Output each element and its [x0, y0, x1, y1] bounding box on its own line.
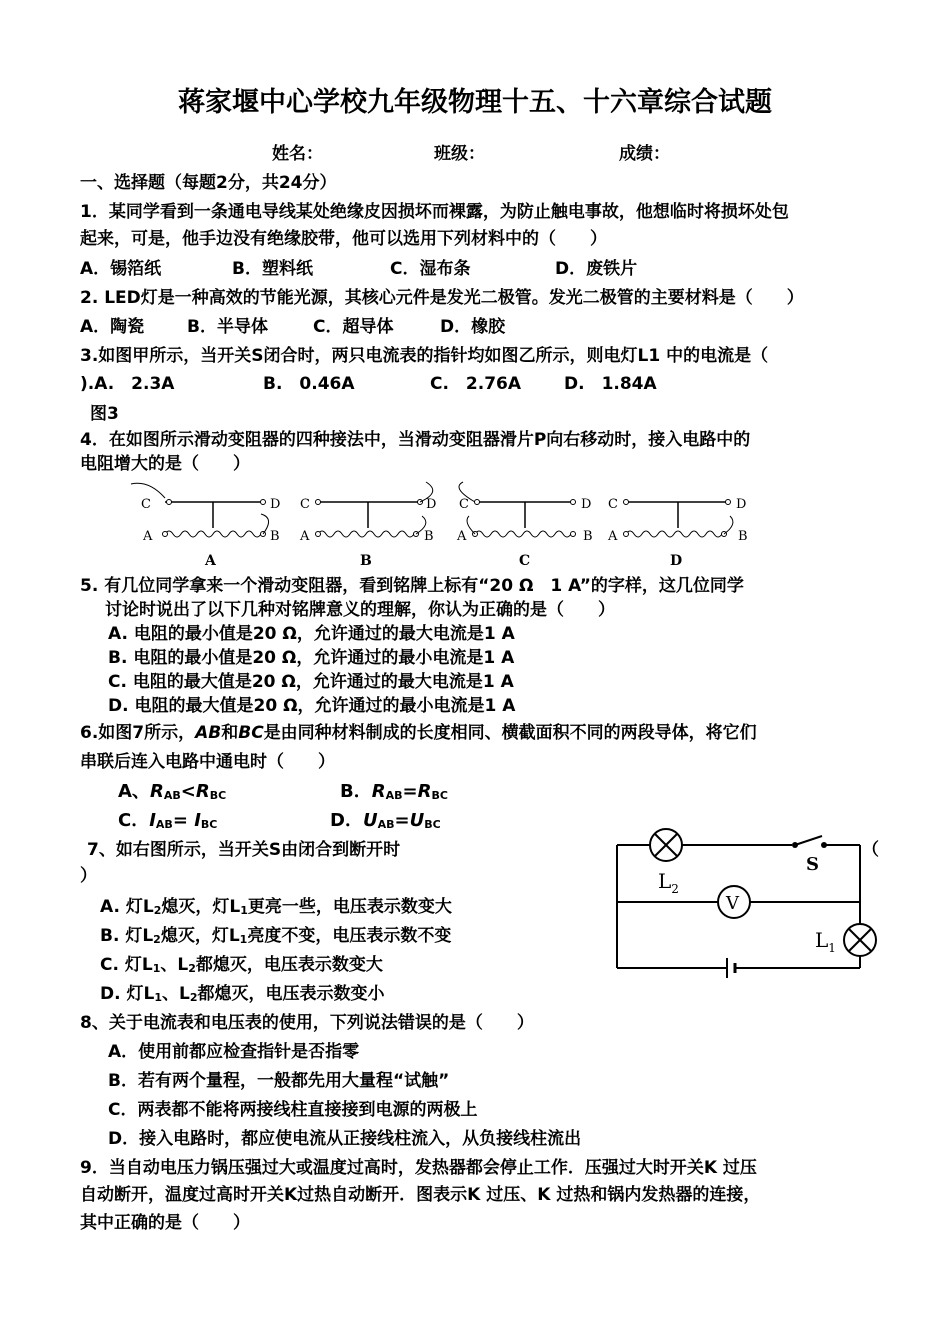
q2-option-a: A．陶瓷	[80, 317, 145, 337]
q3-option-d: D. 1.84A	[564, 374, 657, 394]
rheostat-diagram-c	[456, 482, 593, 569]
q2-stem: 2. LED灯是一种高效的节能光源，其核心元件是发光二极管。发光二极管的主要材料是（ ）	[80, 288, 804, 308]
q2-option-d: D．橡胶	[440, 317, 506, 337]
diagram-caption: B	[360, 553, 372, 569]
switch-label: S	[806, 854, 819, 875]
l1-label: $L_1$	[815, 928, 836, 955]
q6-option-d: D．UAB=UBC	[330, 810, 441, 831]
q5-option-b: B. 电阻的最小值是20 Ω，允许通过的最小电流是1 A	[108, 648, 515, 668]
terminal-label: C	[608, 497, 618, 512]
q7-option-a: A. 灯L2熄灭，灯L1更亮一些，电压表示数变大	[100, 897, 452, 917]
terminal-label: D	[270, 497, 281, 512]
q6-stem-line1: 6.如图7所示，AB和BC是由同种材料制成的长度相同、横截面积不同的两段导体，将它们	[80, 723, 757, 743]
q7-stem-line1: 7、如右图所示，当开关S由闭合到断开时	[87, 840, 401, 860]
q8-stem: 8、关于电流表和电压表的使用，下列说法错误的是（ ）	[80, 1013, 534, 1033]
class-label: 班级：	[434, 144, 485, 164]
terminal-label: B	[270, 529, 280, 544]
q8-option-d: D．接入电路时，都应使电流从正接线柱流入，从负接线柱流出	[108, 1129, 582, 1149]
name-label: 姓名：	[272, 144, 323, 164]
q6-option-c: C．IAB= IBC	[118, 810, 218, 831]
terminal-label: A	[143, 529, 153, 544]
q5-option-d: D. 电阻的最大值是20 Ω，允许通过的最小电流是1 A	[108, 696, 516, 716]
q8-option-b: B．若有两个量程，一般都先用大量程“试触”	[108, 1071, 450, 1091]
terminal-label: D	[736, 497, 747, 512]
q3-option-a: ).A. 2.3A	[80, 374, 175, 394]
terminal-label: C	[300, 497, 310, 512]
terminal-label: A	[457, 529, 467, 544]
page-title: 蒋家堰中心学校九年级物理十五、十六章综合试题	[178, 87, 772, 118]
q1-option-d: D．废铁片	[555, 259, 638, 279]
q5-stem-line2: 讨论时说出了以下几种对铭牌意义的理解，你认为正确的是（ ）	[105, 600, 615, 620]
q8-option-c: C．两表都不能将两接线柱直接接到电源的两极上	[108, 1100, 478, 1120]
rheostat-diagrams	[125, 478, 755, 570]
q5-option-c: C. 电阻的最大值是20 Ω，允许通过的最大电流是1 A	[108, 672, 514, 692]
diagram-caption: C	[519, 553, 531, 569]
q9-stem-line1: 9．当自动电压力锅压强过大或温度过高时，发热器都会停止工作．压强过大时开关K 过压	[80, 1158, 757, 1178]
q3-option-b: B. 0.46A	[263, 374, 355, 394]
q1-option-a: A．锡箔纸	[80, 259, 162, 279]
q1-stem-line1: 1．某同学看到一条通电导线某处绝缘皮因损坏而裸露，为防止触电事故，他想临时将损坏处包	[80, 202, 789, 222]
q7-option-c: C. 灯L1、L2都熄灭，电压表示数变大	[100, 955, 383, 975]
q7-stem-line2: ）	[80, 866, 97, 886]
diagram-caption: A	[205, 553, 216, 569]
switch-icon	[795, 836, 822, 845]
rheostat-diagram-b	[299, 482, 436, 569]
q9-stem-line3: 其中正确的是（ ）	[80, 1213, 250, 1233]
q6-stem-line2: 串联后连入电路中通电时（ ）	[80, 752, 335, 772]
q6-option-a: A、RAB<RBC	[118, 781, 227, 802]
q1-option-c: C．湿布条	[390, 259, 471, 279]
q2-option-b: B．半导体	[187, 317, 268, 337]
q7-option-d: D. 灯L1、L2都熄灭，电压表示数变小	[100, 984, 385, 1004]
q7-option-b: B. 灯L2熄灭，灯L1亮度不变，电压表示数不变	[100, 926, 452, 946]
q6-option-b: B．RAB=RBC	[340, 781, 448, 802]
diagram-caption: D	[670, 553, 683, 569]
q8-option-a: A．使用前都应检查指针是否指零	[108, 1042, 360, 1062]
q3-option-c: C. 2.76A	[430, 374, 522, 394]
q2-option-c: C．超导体	[313, 317, 394, 337]
terminal-label: D	[426, 497, 437, 512]
terminal-label: A	[300, 529, 310, 544]
q3-stem: 3.如图甲所示，当开关S闭合时，两只电流表的指针均如图乙所示，则电灯L1 中的电流是（	[80, 346, 769, 366]
terminal-label: A	[608, 529, 618, 544]
rheostat-diagram-d	[607, 497, 748, 569]
section-heading: 一、选择题（每题2分，共24分）	[80, 173, 337, 193]
terminal-label: B	[424, 529, 434, 544]
terminal-label: C	[141, 497, 151, 512]
q9-stem-line2: 自动断开，温度过高时开关K过热自动断开．图表示K 过压、K 过热和锅内发热器的连接，	[80, 1185, 761, 1205]
score-label: 成绩：	[619, 144, 670, 164]
q1-stem-line2: 起来，可是，他手边没有绝缘胶带，他可以选用下列材料中的（ ）	[80, 229, 607, 249]
terminal-label: B	[738, 529, 748, 544]
q7-paren: （	[862, 840, 879, 860]
q4-stem-line2: 电阻增大的是（ ）	[80, 454, 250, 474]
terminal-label: C	[459, 497, 469, 512]
terminal-label: B	[583, 529, 593, 544]
q5-option-a: A. 电阻的最小值是20 Ω，允许通过的最大电流是1 A	[108, 624, 515, 644]
q4-stem-line1: 4．在如图所示滑动变阻器的四种接法中，当滑动变阻器滑片P向右移动时，接入电路中的	[80, 430, 751, 450]
q7-circuit-diagram	[610, 820, 880, 980]
terminal-label: D	[581, 497, 592, 512]
q3-figure-caption: 图3	[90, 404, 119, 424]
rheostat-diagram-a	[131, 483, 280, 569]
q1-option-b: B．塑料纸	[232, 259, 313, 279]
voltmeter-label: V	[726, 893, 739, 914]
l2-label: $L_2$	[658, 869, 679, 896]
q5-stem-line1: 5. 有几位同学拿来一个滑动变阻器，看到铭牌上标有“20 Ω 1 A”的字样，这几位同学	[80, 576, 744, 596]
